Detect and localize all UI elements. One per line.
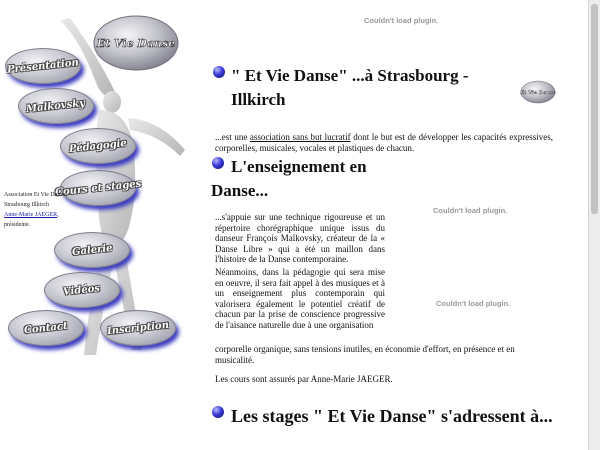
page-title: " Et Vie Danse" ...à Strasbourg - Illkirch bbox=[231, 66, 469, 109]
nav-malkovsky-label: Malkovsky bbox=[26, 97, 86, 115]
mini-logo-image bbox=[520, 80, 556, 104]
nav-videos-button[interactable] bbox=[44, 272, 120, 308]
vertical-scrollbar[interactable] bbox=[588, 0, 600, 450]
section-stages-title: Les stages " Et Vie Danse" s'adressent à... bbox=[231, 406, 553, 426]
nonprofit-link[interactable]: association sans but lucratif bbox=[249, 132, 351, 142]
scrollbar-thumb[interactable] bbox=[591, 4, 598, 214]
association-name: Association Et Vie Danse, bbox=[4, 192, 67, 198]
nav-presentation-button[interactable] bbox=[5, 48, 81, 84]
enseignement-paragraph-2-continued: corporelle organique, sans tensions inutiles, en économie d'effort, en présence et en musicalité. bbox=[215, 344, 515, 365]
intro-prefix: ...est une bbox=[215, 132, 250, 142]
logo-text: Et Vie Danse bbox=[96, 37, 176, 50]
et-vie-danse-logo bbox=[92, 14, 180, 72]
plugin-placeholder-top: Couldn't load plugin. bbox=[364, 16, 439, 25]
enseignement-paragraph-2: Néanmoins, dans la pédagogie qui sera mise en oeuvre, il sera fait appel à des musiques et à un enseignement plus contemporain qui valorisera également le potentiel créatif de chacun par la prise de conscience progressive de l'aisance naturelle due à une organisation bbox=[215, 267, 385, 330]
nav-pedagogie-label: Pédagogie bbox=[68, 137, 128, 155]
nav-pedagogie-button[interactable] bbox=[60, 128, 136, 164]
association-info bbox=[4, 190, 70, 230]
plugin-placeholder-bottom: Couldn't load plugin. bbox=[436, 299, 511, 308]
association-city: Strasbourg Illkirch bbox=[4, 202, 50, 208]
intro-rest: dont le but est de développer les capacités expressives, corporelles, musicales, vocales et plastiques de chacun. bbox=[215, 132, 554, 153]
left-navigation-column bbox=[0, 0, 200, 450]
enseignement-paragraph-3: Les cours sont assurés par Anne-Marie JAEGER. bbox=[215, 374, 393, 384]
president-role: , présidente. bbox=[4, 212, 59, 228]
bullet-icon bbox=[213, 66, 225, 78]
nav-galerie-button[interactable] bbox=[54, 232, 130, 268]
nav-inscription-button[interactable] bbox=[100, 310, 176, 346]
nav-contact-button[interactable] bbox=[8, 310, 84, 346]
president-link[interactable]: Anne-Marie JAEGER bbox=[4, 212, 58, 218]
nav-inscription-label: Inscription bbox=[106, 319, 170, 337]
intro-paragraph bbox=[215, 132, 553, 153]
enseignement-paragraph-1: ...s'appuie sur une technique rigoureuse et un répertoire chorégraphique unique issus du danseur François Malkovsky, créateur de la « Danse Libre » qui a été un maillon dans l'histoire de la Danse contemporaine. bbox=[215, 212, 385, 264]
nav-cours-stages-label: Cours et stages bbox=[54, 178, 142, 198]
section-enseignement-title: L'enseignement en Danse... bbox=[211, 157, 367, 200]
nav-presentation-label: Présentation bbox=[6, 56, 80, 76]
nav-contact-label: Contact bbox=[23, 320, 69, 336]
mini-logo-text: Et Vie Danse bbox=[520, 90, 556, 96]
nav-galerie-label: Galerie bbox=[71, 242, 113, 258]
nav-videos-label: Vidéos bbox=[62, 282, 101, 298]
nav-cours-stages-button[interactable] bbox=[54, 170, 142, 206]
nav-malkovsky-button[interactable] bbox=[18, 88, 94, 124]
plugin-placeholder-middle: Couldn't load plugin. bbox=[433, 206, 508, 215]
